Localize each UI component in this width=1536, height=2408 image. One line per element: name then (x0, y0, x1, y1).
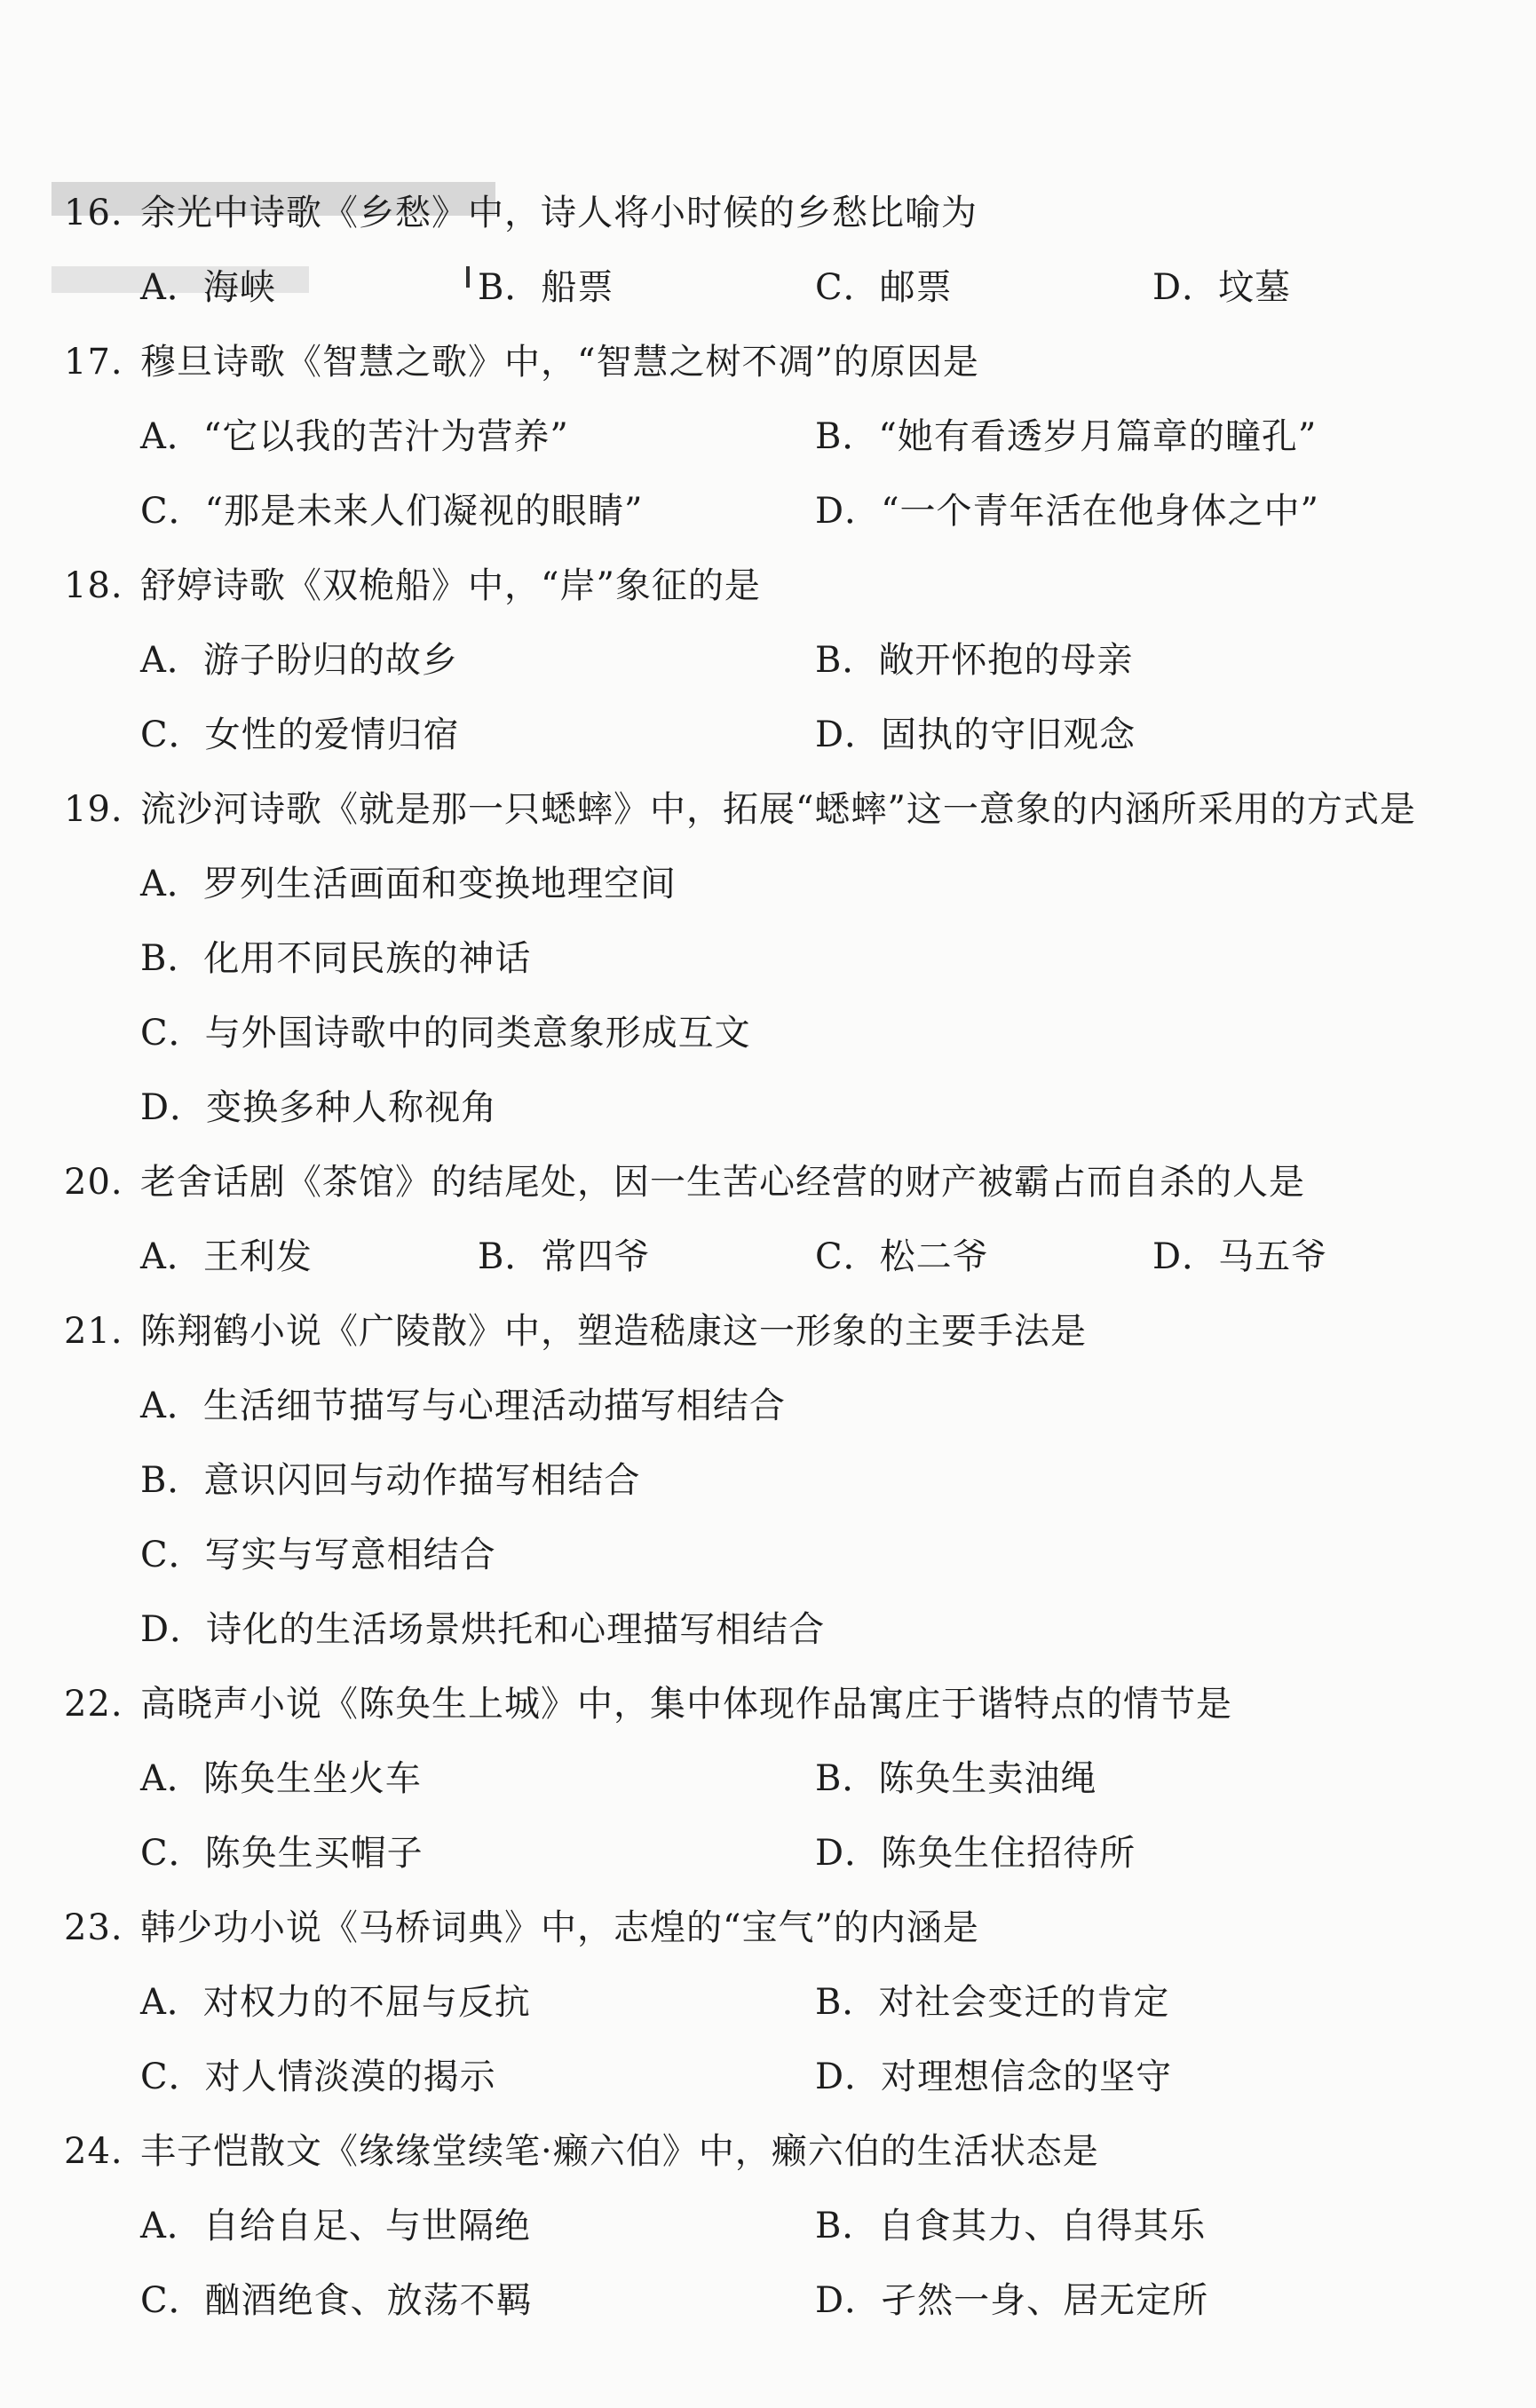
question-text: 丰子恺散文《缘缘堂续笔·癞六伯》中，癞六伯的生活状态是 (140, 2131, 1099, 2172)
question-number: 19. (64, 789, 123, 830)
option-d: D．诗化的生活场景烘托和心理描写相结合 (140, 1609, 826, 1650)
question-number: 17. (64, 342, 123, 383)
question-text: 余光中诗歌《乡愁》中，诗人将小时候的乡愁比喻为 (140, 193, 978, 233)
option-b: B．船票 (478, 267, 614, 308)
option-c: C．与外国诗歌中的同类意象形成互文 (140, 1013, 751, 1054)
option-d: D．马五爷 (1152, 1236, 1328, 1277)
scan-mark (466, 266, 470, 288)
question-stem (64, 190, 978, 236)
question-text: 流沙河诗歌《就是那一只蟋蟀》中，拓展“蟋蟀”这一意象的内涵所采用的方式是 (140, 789, 1416, 830)
question-stem (64, 786, 1416, 833)
option-a: A．对权力的不屈与反抗 (140, 1982, 531, 2023)
question-text: 陈翔鹤小说《广陵散》中，塑造嵇康这一形象的主要手法是 (140, 1311, 1087, 1352)
option-b: B．自食其力、自得其乐 (815, 2206, 1207, 2246)
option-b: B．“她有看透岁月篇章的瞳孔” (815, 416, 1318, 457)
option-a: A．海峡 (140, 267, 276, 308)
option-c: C．对人情淡漠的揭示 (140, 2057, 496, 2097)
option-d: D．固执的守旧观念 (815, 715, 1136, 755)
option-a: A．陈奂生坐火车 (140, 1758, 422, 1799)
option-b: B．意识闪回与动作描写相结合 (140, 1460, 641, 1501)
question-text: 韩少功小说《马桥词典》中，志煌的“宝气”的内涵是 (140, 1907, 979, 1948)
question-number: 22. (64, 1684, 123, 1725)
option-c: C．“那是未来人们凝视的眼睛” (140, 491, 644, 532)
question-stem (64, 1308, 1087, 1354)
option-b: B．常四爷 (478, 1236, 651, 1277)
question-text: 穆旦诗歌《智慧之歌》中，“智慧之树不凋”的原因是 (140, 342, 979, 383)
option-d: D．变换多种人称视角 (140, 1087, 498, 1128)
option-b: B．陈奂生卖油绳 (815, 1758, 1097, 1799)
question-stem (64, 1681, 1232, 1727)
question-stem (64, 2128, 1099, 2175)
option-c: C．陈奂生买帽子 (140, 1833, 424, 1874)
question-text: 老舍话剧《茶馆》的结尾处，因一生苦心经营的财产被霸占而自杀的人是 (140, 1162, 1305, 1203)
option-d: D．“一个青年活在他身体之中” (815, 491, 1319, 532)
option-d: D．陈奂生住招待所 (815, 1833, 1136, 1874)
option-c: C．酗酒绝食、放荡不羁 (140, 2280, 533, 2321)
option-d: D．对理想信念的坚守 (815, 2057, 1173, 2097)
question-number: 16. (64, 193, 123, 233)
question-stem (64, 1159, 1305, 1205)
question-stem (64, 339, 979, 385)
question-number: 24. (64, 2131, 123, 2172)
option-d: D．孑然一身、居无定所 (815, 2280, 1209, 2321)
question-number: 20. (64, 1162, 123, 1203)
question-number: 18. (64, 565, 123, 606)
option-a: A．自给自足、与世隔绝 (140, 2206, 531, 2246)
question-stem (64, 563, 761, 609)
option-a: A．王利发 (140, 1236, 313, 1277)
option-b: B．对社会变迁的肯定 (815, 1982, 1170, 2023)
option-c: C．写实与写意相结合 (140, 1535, 496, 1575)
option-c: C．女性的爱情归宿 (140, 715, 460, 755)
option-a: A．游子盼归的故乡 (140, 640, 458, 681)
option-d: D．坟墓 (1152, 267, 1292, 308)
question-text: 舒婷诗歌《双桅船》中，“岸”象征的是 (140, 565, 761, 606)
question-number: 23. (64, 1907, 123, 1948)
option-c: C．松二爷 (815, 1236, 989, 1277)
option-b: B．化用不同民族的神话 (140, 938, 532, 979)
option-c: C．邮票 (815, 267, 953, 308)
option-b: B．敞开怀抱的母亲 (815, 640, 1134, 681)
option-a: A．罗列生活画面和变换地理空间 (140, 864, 677, 904)
question-stem (64, 1905, 979, 1951)
option-a: A．“它以我的苦汁为营养” (140, 416, 569, 457)
question-number: 21. (64, 1311, 123, 1352)
question-text: 高晓声小说《陈奂生上城》中，集中体现作品寓庄于谐特点的情节是 (140, 1684, 1232, 1725)
option-a: A．生活细节描写与心理活动描写相结合 (140, 1386, 786, 1426)
